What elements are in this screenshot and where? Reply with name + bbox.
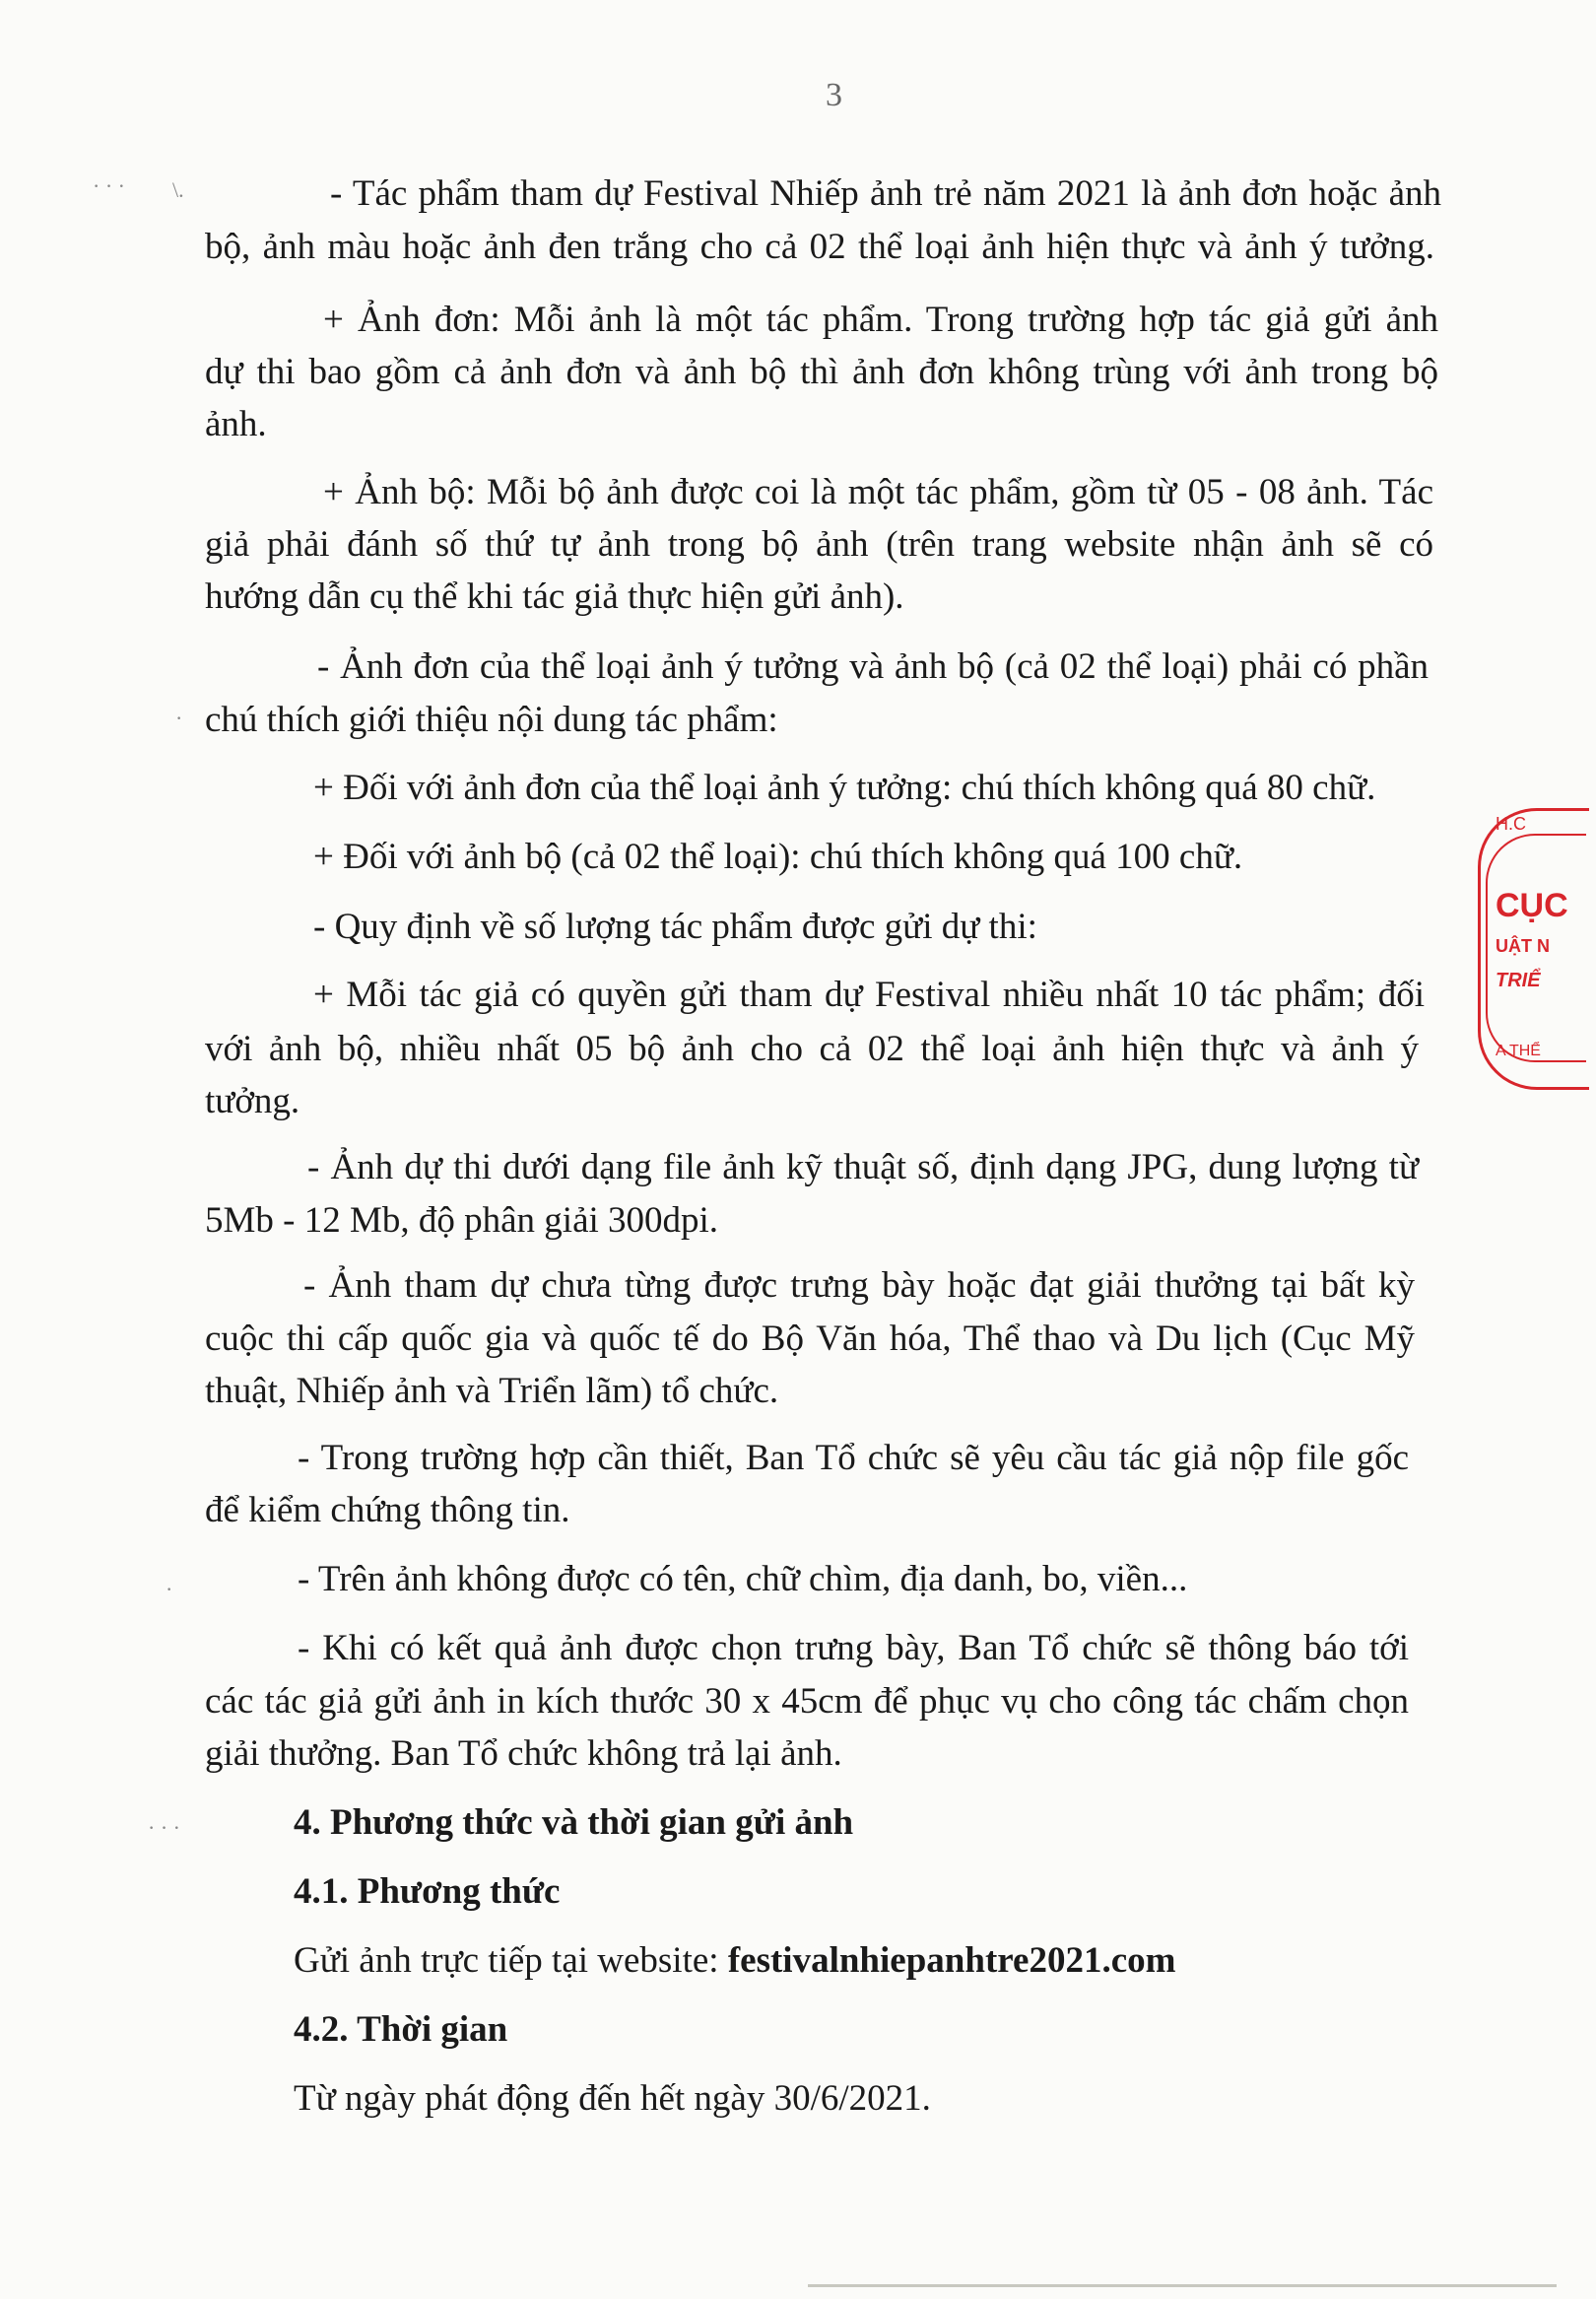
stamp-text-4: TRIỂ (1496, 970, 1541, 991)
para-2-line-2: dự thi bao gồm cả ảnh đơn và ảnh bộ thì ảnh đơn không trùng với ảnh trong bộ (205, 352, 1438, 392)
para-2-line-3: ảnh. (205, 404, 267, 444)
stamp-text-1: H.C (1496, 814, 1526, 834)
page-number: 3 (826, 77, 842, 113)
stamp-text-5: A THỂ (1496, 1043, 1541, 1059)
para-6-line-1: + Đối với ảnh bộ (cả 02 thể loại): chú thích không quá 100 chữ. (313, 837, 1243, 877)
para-10-line-2: cuộc thi cấp quốc gia và quốc tế do Bộ Văn hóa, Thể thao và Du lịch (Cục Mỹ (205, 1319, 1415, 1359)
section-4-1-text (294, 1936, 1175, 1986)
scan-mark: \. (172, 177, 184, 202)
para-3-line-3: hướng dẫn cụ thể khi tác giả thực hiện gửi ảnh). (205, 576, 904, 617)
para-8-line-2: với ảnh bộ, nhiều nhất 05 bộ ảnh cho cả 02 thể loại ảnh hiện thực và ảnh ý (205, 1029, 1419, 1069)
section-4-2-text: Từ ngày phát động đến hết ngày 30/6/2021. (294, 2078, 931, 2119)
para-7-line-1: - Quy định về số lượng tác phẩm được gửi dự thi: (313, 907, 1037, 947)
para-8-line-3: tưởng. (205, 1081, 300, 1121)
para-13-line-3: giải thưởng. Ban Tổ chức không trả lại ảnh. (205, 1733, 842, 1774)
stamp-text-2: CỤC (1496, 887, 1568, 924)
website-url: festivalnhiepanhtre2021.com (727, 1940, 1176, 1981)
scan-mark: · · · (93, 173, 125, 198)
para-11-line-2: để kiểm chứng thông tin. (205, 1490, 570, 1530)
scan-mark: · (175, 706, 183, 730)
section-4-2-heading: 4.2. Thời gian (294, 2009, 508, 2050)
scan-mark: · · · (148, 1815, 180, 1840)
para-2-line-1: + Ảnh đơn: Mỗi ảnh là một tác phẩm. Trong trường hợp tác giả gửi ảnh (323, 300, 1438, 340)
para-3-line-2: giả phải đánh số thứ tự ảnh trong bộ ảnh (trên trang website nhận ảnh sẽ có (205, 524, 1433, 565)
section-4-heading: 4. Phương thức và thời gian gửi ảnh (294, 1802, 854, 1843)
para-11-line-1: - Trong trường hợp cần thiết, Ban Tổ chức sẽ yêu cầu tác giả nộp file gốc (298, 1438, 1409, 1478)
scan-mark: · (166, 1577, 173, 1601)
para-12-line-1: - Trên ảnh không được có tên, chữ chìm, địa danh, bo, viền... (298, 1559, 1188, 1599)
para-4-line-2: chú thích giới thiệu nội dung tác phẩm: (205, 700, 778, 740)
stamp-text-3: UẬT N (1496, 936, 1550, 956)
para-4-line-1: - Ảnh đơn của thể loại ảnh ý tưởng và ảnh bộ (cả 02 thể loại) phải có phần (317, 646, 1429, 687)
para-8-line-1: + Mỗi tác giả có quyền gửi tham dự Festival nhiều nhất 10 tác phẩm; đối (313, 975, 1425, 1015)
para-13-line-2: các tác giả gửi ảnh in kích thước 30 x 45cm để phục vụ cho công tác chấm chọn (205, 1681, 1409, 1722)
para-5-line-1: + Đối với ảnh đơn của thể loại ảnh ý tưởng: chú thích không quá 80 chữ. (313, 768, 1376, 808)
page-bottom-edge (808, 2284, 1557, 2287)
official-stamp (1478, 800, 1596, 1096)
para-10-line-3: thuật, Nhiếp ảnh và Triển lãm) tổ chức. (205, 1371, 779, 1411)
section-4-1-heading: 4.1. Phương thức (294, 1871, 561, 1912)
para-13-line-1: - Khi có kết quả ảnh được chọn trưng bày, Ban Tổ chức sẽ thông báo tới (298, 1628, 1409, 1668)
website-label: Gửi ảnh trực tiếp tại website: (294, 1940, 728, 1981)
para-1-line-1: - Tác phẩm tham dự Festival Nhiếp ảnh trẻ năm 2021 là ảnh đơn hoặc ảnh (330, 173, 1441, 214)
para-10-line-1: - Ảnh tham dự chưa từng được trưng bày hoặc đạt giải thưởng tại bất kỳ (303, 1265, 1415, 1306)
para-3-line-1: + Ảnh bộ: Mỗi bộ ảnh được coi là một tác phẩm, gồm từ 05 - 08 ảnh. Tác (323, 472, 1433, 512)
para-9-line-2: 5Mb - 12 Mb, độ phân giải 300dpi. (205, 1200, 719, 1241)
para-1-line-2: bộ, ảnh màu hoặc ảnh đen trắng cho cả 02 thể loại ảnh hiện thực và ảnh ý tưởng. (205, 227, 1434, 267)
para-9-line-1: - Ảnh dự thi dưới dạng file ảnh kỹ thuật số, định dạng JPG, dung lượng từ (307, 1147, 1419, 1187)
